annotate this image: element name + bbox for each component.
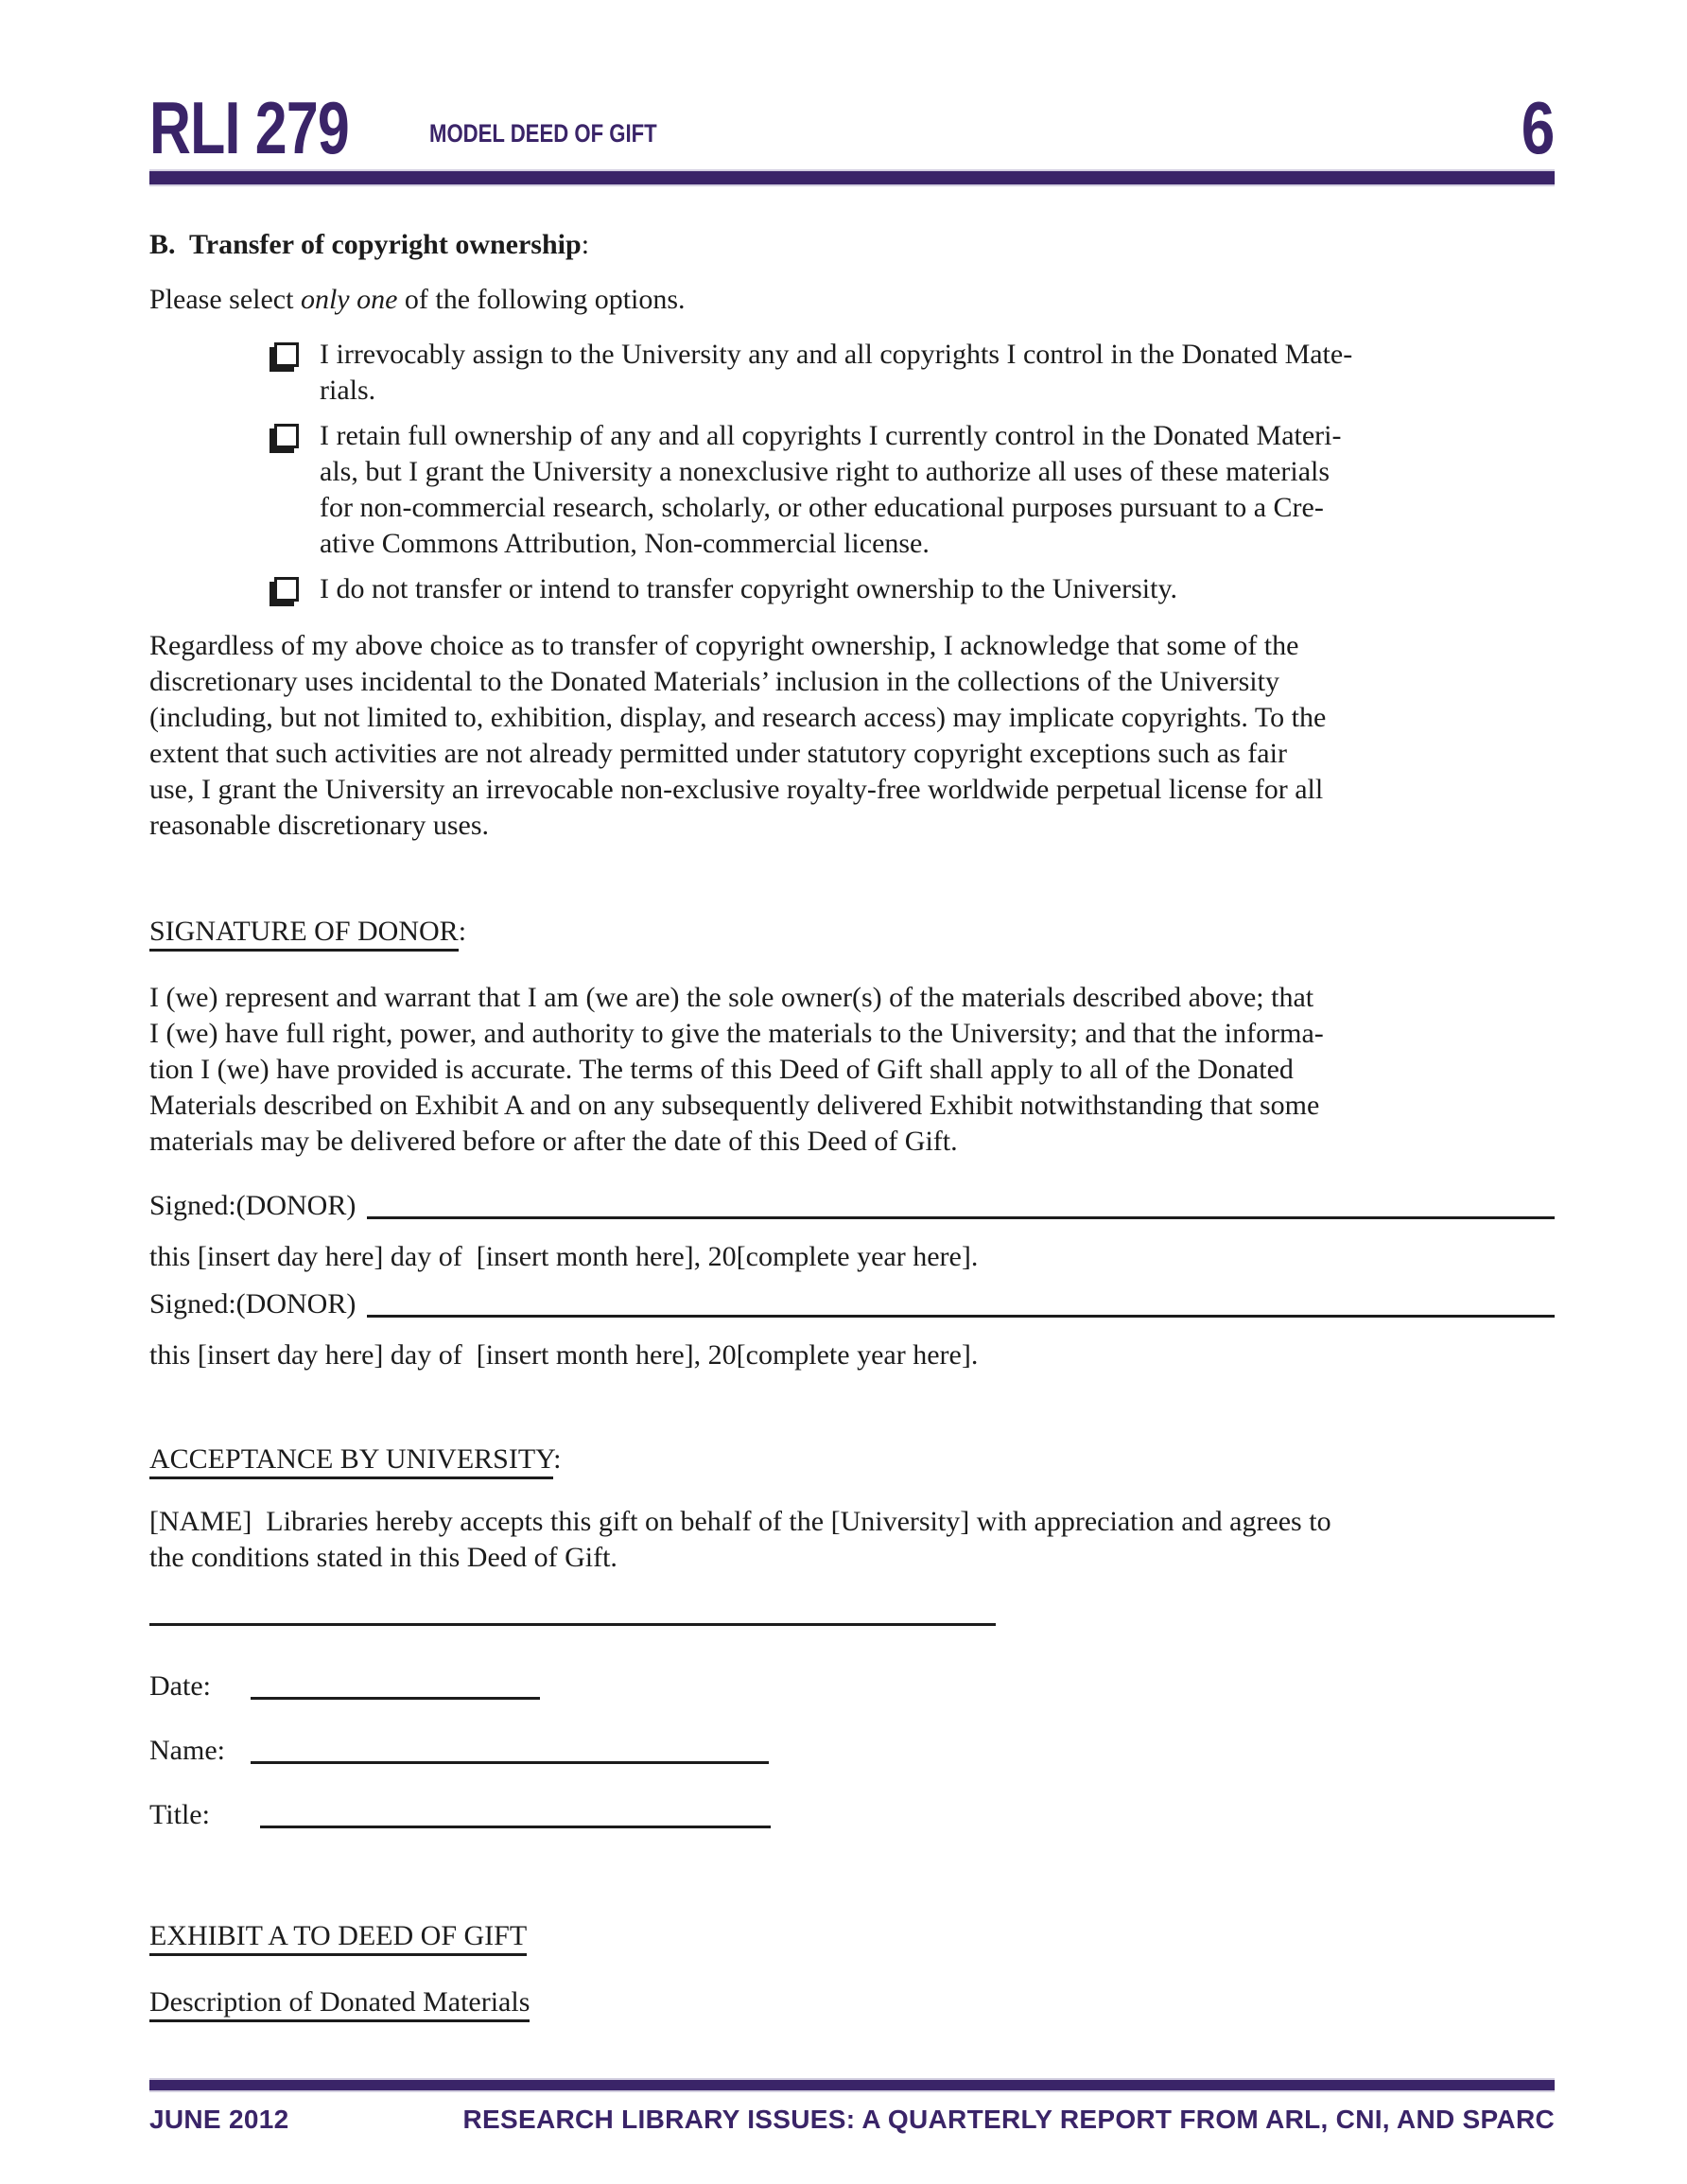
text-line: I (we) have full right, power, and authority to give the materials to the University; and that the informa-: [149, 1018, 1324, 1049]
option-retain-ownership: [149, 418, 1555, 562]
signature-blank-line: [367, 1216, 1555, 1219]
title-label: Title:: [149, 1799, 210, 1830]
text-line: materials may be delivered before or after the date of this Deed of Gift.: [149, 1126, 958, 1157]
text-line: I (we) represent and warrant that I am (we are) the sole owner(s) of the materials described above; that: [149, 982, 1314, 1013]
title-row: [149, 1797, 1555, 1833]
text-line: tion I (we) have provided is accurate. The terms of this Deed of Gift shall apply to all of the Donated: [149, 1054, 1294, 1085]
section-b-heading-prefix: B.: [149, 229, 189, 260]
checkbox-icon[interactable]: [274, 342, 299, 367]
text-line: als, but I grant the University a nonexclusive right to authorize all uses of these materials: [320, 456, 1330, 487]
issue-title: MODEL DEED OF GIFT: [429, 119, 657, 148]
copyright-options-list: [149, 337, 1555, 617]
option-no-transfer: [149, 571, 1555, 607]
warranty-paragraph: [149, 980, 1555, 1160]
date-row: [149, 1669, 1555, 1704]
name-row: [149, 1733, 1555, 1769]
signature-of-donor-heading-text: SIGNATURE OF DONOR: [149, 916, 459, 952]
intro-emphasis: only one: [300, 284, 398, 315]
section-b-heading-text: Transfer of copyright ownership: [188, 229, 582, 260]
intro-post: of the following options.: [397, 284, 686, 315]
university-signature-blank-line: [149, 1599, 996, 1626]
footer-issue-date: JUNE 2012: [149, 2105, 289, 2134]
signed-donor-label: Signed:(DONOR): [149, 1190, 357, 1221]
page-number: 6: [1521, 86, 1555, 169]
option-assign-copyright: [149, 337, 1555, 409]
option-assign-copyright-text: [320, 337, 1555, 409]
intro-sentence: [149, 282, 1555, 318]
footer-rule: [149, 2078, 1555, 2092]
exhibit-a-heading-text: EXHIBIT A TO DEED OF GIFT: [149, 1920, 527, 1956]
text-line: the conditions stated in this Deed of Gift.: [149, 1542, 617, 1573]
date-label: Date:: [149, 1670, 211, 1702]
date-blank-line: [251, 1697, 540, 1700]
signature-of-donor-heading-colon: :: [458, 916, 467, 947]
description-heading-text: Description of Donated Materials: [149, 1986, 530, 2022]
text-line: Regardless of my above choice as to transfer of copyright ownership, I acknowledge that some of the: [149, 630, 1299, 661]
text-line: rials.: [320, 375, 376, 406]
signed-donor-label: Signed:(DONOR): [149, 1288, 357, 1319]
signed-donor-row-2: [149, 1286, 1555, 1322]
checkbox-icon[interactable]: [274, 577, 299, 602]
option-retain-ownership-text: [320, 418, 1555, 562]
description-of-donated-materials-heading: [149, 1984, 1555, 2020]
checkbox-icon[interactable]: [274, 424, 299, 448]
name-label: Name:: [149, 1735, 225, 1766]
name-blank-line: [251, 1761, 769, 1764]
intro-pre: Please select: [149, 284, 301, 315]
signed-donor-row-1: [149, 1188, 1555, 1224]
text-line: use, I grant the University an irrevocable non-exclusive royalty-free worldwide perpetual license for all: [149, 774, 1324, 805]
text-line: Materials described on Exhibit A and on any subsequently delivered Exhibit notwithstanding that some: [149, 1090, 1320, 1121]
signature-blank-line: [367, 1315, 1555, 1318]
acceptance-paragraph: [149, 1504, 1555, 1576]
text-line: (including, but not limited to, exhibition, display, and research access) may implicate copyrights. To the: [149, 702, 1327, 733]
text-line: reasonable discretionary uses.: [149, 810, 490, 841]
section-b-heading-colon: :: [581, 229, 590, 260]
text-line: I irrevocably assign to the University any and all copyrights I control in the Donated Mate-: [320, 339, 1353, 370]
signed-date-text-2: this [insert day here] day of [insert month here], 20[complete year here].: [149, 1339, 979, 1371]
signature-of-donor-heading: [149, 914, 1555, 950]
acceptance-heading-colon: :: [553, 1443, 562, 1475]
option-no-transfer-text: [320, 571, 1555, 607]
title-blank-line: [260, 1826, 771, 1828]
header-rule: [149, 169, 1555, 186]
acceptance-heading: [149, 1441, 1555, 1477]
text-line: I retain full ownership of any and all copyrights I currently control in the Donated Materi-: [320, 420, 1342, 451]
text-line: extent that such activities are not already permitted under statutory copyright exceptions such as fair: [149, 738, 1287, 769]
acceptance-heading-text: ACCEPTANCE BY UNIVERSITY: [149, 1443, 553, 1479]
exhibit-a-heading: [149, 1918, 1555, 1954]
section-b-heading: [149, 227, 1555, 263]
journal-logo: RLI 279: [149, 86, 349, 169]
signed-date-text-1: this [insert day here] day of [insert month here], 20[complete year here].: [149, 1241, 979, 1272]
text-line: discretionary uses incidental to the Donated Materials’ inclusion in the collections of the University: [149, 666, 1279, 697]
footer-publication-title: RESEARCH LIBRARY ISSUES: A QUARTERLY REPORT FROM ARL, CNI, AND SPARC: [462, 2105, 1555, 2134]
text-line: I do not transfer or intend to transfer copyright ownership to the University.: [320, 573, 1178, 604]
text-line: [NAME] Libraries hereby accepts this gift on behalf of the [University] with appreciation and agrees to: [149, 1506, 1331, 1537]
text-line: for non-commercial research, scholarly, or other educational purposes pursuant to a Cre-: [320, 492, 1324, 523]
text-line: ative Commons Attribution, Non-commercial license.: [320, 528, 930, 559]
page-footer: [149, 2105, 1555, 2135]
acknowledgement-paragraph: [149, 628, 1555, 844]
